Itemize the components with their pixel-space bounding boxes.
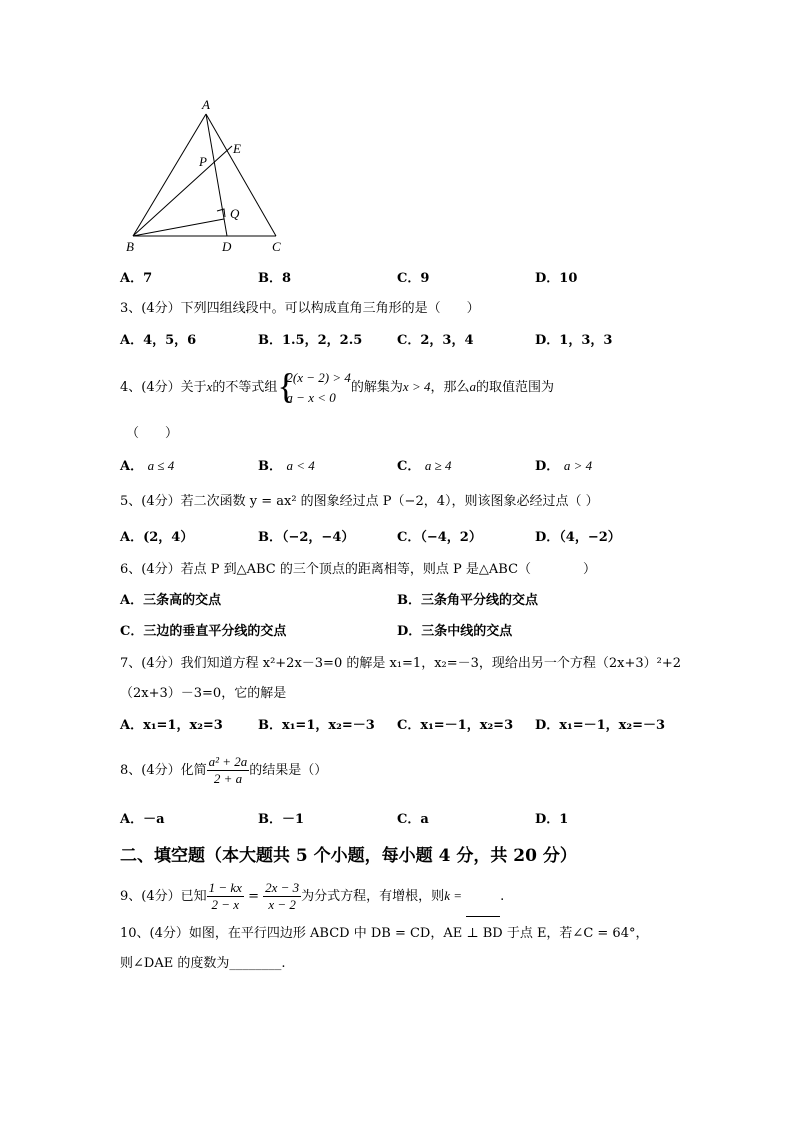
q4-option-b-label: B． [258, 459, 282, 474]
q4-option-c [397, 457, 452, 476]
q4-stem [120, 367, 554, 408]
q4-option-b [258, 457, 315, 476]
q6-option-a: A．三条高的交点 [120, 593, 222, 608]
label-p: P [199, 154, 207, 169]
q6-option-d: D．三条中线的交点 [397, 624, 513, 639]
q4-row2: a − x < 0 [286, 389, 336, 405]
q4-option-a-math: a ≤ 4 [147, 458, 175, 473]
q4-var-x: x [206, 379, 213, 394]
q4-option-d-math: a > 4 [563, 458, 593, 473]
label-e: E [233, 141, 241, 156]
q4-row1: 2(x − 2) > 4 [286, 369, 351, 385]
q5-option-b: B．（−2，−4） [258, 530, 355, 545]
label-q: Q [230, 206, 240, 221]
q2-option-c: C．9 [397, 271, 430, 286]
q4-option-a-label: A． [120, 459, 144, 474]
q9-prefix: 9、(4分）已知 [120, 889, 207, 904]
q2-option-d: D．10 [535, 271, 578, 286]
q6-option-c: C．三边的垂直平分线的交点 [120, 624, 287, 639]
q9-fraction-right [263, 880, 301, 913]
segment-be [133, 146, 232, 236]
q8-option-b: B．－1 [258, 812, 305, 827]
q9-fraction-left [207, 880, 244, 913]
q3-option-d: D．1，3，3 [535, 333, 613, 348]
q3-stem: 3、(4分）下列四组线段中。可以构成直角三角形的是（ ） [120, 301, 480, 316]
side-ab [133, 114, 206, 236]
q5-option-a: A．(2，4） [120, 530, 194, 545]
q2-option-b: B．8 [258, 271, 292, 286]
q4-inequality-system: { 2(x − 2) > 4 a − x < 0 [277, 365, 351, 406]
q7-option-d: D．x₁=－1，x₂=－3 [535, 718, 666, 733]
label-a: A [202, 97, 210, 112]
q9-end: . [500, 889, 505, 904]
q4-cond: x > 4 [402, 379, 431, 394]
q8-denominator: 2 + a [213, 771, 243, 786]
q3-option-c: C．2，3，4 [397, 333, 474, 348]
q5-stem: 5、(4分）若二次函数 y = ax² 的图象经过点 P（−2，4），则该图象必经过点（ ） [120, 494, 599, 509]
q2-option-a: A．7 [120, 271, 153, 286]
segment-bq [133, 219, 224, 236]
q4-option-d [535, 457, 592, 476]
q9-numerator-left: 1 − kx [208, 880, 242, 895]
q4-after2: ，那么 [430, 380, 470, 395]
q4-var-a: a [469, 379, 476, 394]
q4-option-b-math: a < 4 [286, 458, 315, 473]
label-d: D [222, 239, 232, 254]
q6-stem: 6、(4分）若点 P 到△ABC 的三个顶点的距离相等，则点 P 是△ABC（ ） [120, 562, 597, 577]
q9-denominator-left: 2 − x [211, 897, 240, 912]
q10-line1: 10、(4分）如图，在平行四边形 ABCD 中 DB = CD，AE ⊥ BD 于点 E，若∠C = 64°， [120, 926, 649, 941]
q9-suffix: 为分式方程，有增根，则 [301, 889, 445, 904]
q8-option-d: D．1 [535, 812, 569, 827]
q7-line2: （2x+3）－3=0，它的解是 [120, 686, 287, 701]
q8-prefix: 8、(4分）化简 [120, 763, 207, 778]
q7-line1: 7、(4分）我们知道方程 x²+2x－3=0 的解是 x₁=1，x₂=－3，现给出另一个方程（2x+3）²+2 [120, 656, 682, 671]
q3-option-b: B．1.5，2，2.5 [258, 333, 363, 348]
q9-denominator-right: x − 2 [268, 897, 296, 912]
label-c: C [272, 239, 281, 254]
q4-paren: （ ） [126, 426, 179, 441]
q6-option-b: B．三条角平分线的交点 [397, 593, 538, 608]
q5-option-c: C．（−4，2） [397, 530, 482, 545]
q8-suffix: 的结果是（） [249, 763, 328, 778]
q9-k: k = [444, 888, 462, 903]
q7-option-c: C．x₁=－1，x₂=3 [397, 718, 514, 733]
q9-stem [120, 877, 504, 917]
q4-mid: 的不等式组 [212, 380, 278, 395]
q4-option-c-math: a ≥ 4 [424, 458, 452, 473]
q5-option-d: D．（4，−2） [535, 530, 621, 545]
q8-option-a: A．－a [120, 812, 165, 827]
q4-after3: 的取值范围为 [475, 380, 554, 395]
section-2-heading: 二、填空题（本大题共 5 个小题，每小题 4 分，共 20 分） [120, 846, 577, 866]
q4-prefix: 4、(4分）关于 [120, 380, 207, 395]
q8-numerator: a² + 2a [208, 754, 248, 769]
q4-option-a [120, 457, 174, 476]
q4-after1: 的解集为 [350, 380, 403, 395]
q9-numerator-right: 2x − 3 [265, 880, 300, 895]
q9-answer-blank [466, 878, 500, 917]
label-b: B [126, 239, 134, 254]
q4-option-d-label: D． [535, 459, 560, 474]
q8-stem [120, 752, 327, 790]
q8-fraction [207, 754, 250, 787]
triangle-figure [120, 96, 300, 256]
q8-option-c: C．a [397, 812, 429, 827]
q9-equals: = [248, 889, 259, 904]
q7-option-a: A．x₁=1，x₂=3 [120, 718, 223, 733]
q3-option-a: A．4，5，6 [120, 333, 197, 348]
q10-line2: 则∠DAE 的度数为________. [120, 956, 286, 971]
q4-option-c-label: C． [397, 459, 421, 474]
q7-option-b: B．x₁=1，x₂=－3 [258, 718, 375, 733]
